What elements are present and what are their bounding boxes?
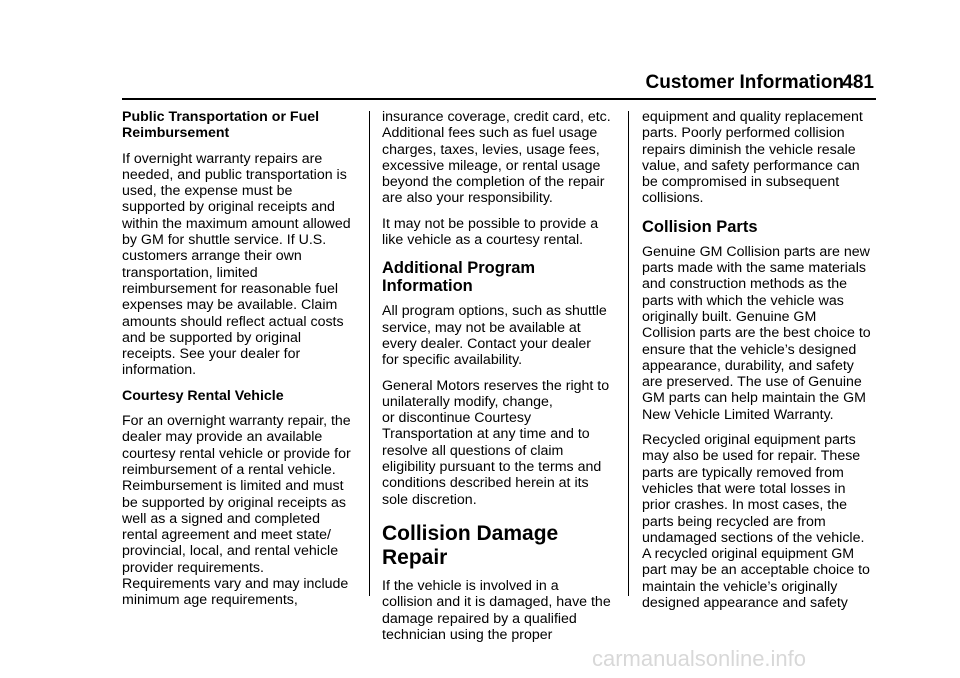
text-line: vehicles that were total losses in <box>642 480 846 497</box>
text-line: parts. Poorly performed collision <box>642 125 845 142</box>
text-line: service, may not be available at <box>382 319 581 336</box>
text-line: sole discretion. <box>382 491 477 508</box>
text-line: used, the expense must be <box>122 183 293 200</box>
text-line: appearance, durability, and safety <box>642 357 854 374</box>
text-line: repairs diminish the vehicle resale <box>642 141 856 158</box>
paragraph-genuine-gm-parts <box>642 244 878 423</box>
page-header <box>0 70 960 98</box>
text-line: All program options, such as shuttle <box>382 303 607 320</box>
paragraph-public-transportation <box>122 151 360 379</box>
text-line: It may not be possible to provide a <box>382 215 599 232</box>
paragraph-like-vehicle <box>382 216 618 249</box>
text-line: excessive mileage, or rental usage <box>382 157 601 174</box>
text-line: transportation, limited <box>122 264 258 281</box>
text-line: customers arrange their own <box>122 248 302 265</box>
text-line: damage repaired by a qualified <box>382 610 577 627</box>
text-line: may also be used for repair. These <box>642 448 861 465</box>
text-line: Genuine GM Collision parts are new <box>642 243 870 260</box>
text-line: Collision parts are the best choice to <box>642 325 871 342</box>
heading-additional-program: Additional Program Information <box>382 259 536 296</box>
text-line: receipts. See your dealer for <box>122 346 301 363</box>
text-line: General Motors reserves the right to <box>382 377 610 394</box>
text-line: provincial, local, and rental vehicle <box>122 543 339 560</box>
header-rule <box>122 98 876 100</box>
column-2 <box>382 109 618 643</box>
text-line: A recycled original equipment GM <box>642 546 855 563</box>
text-line: by GM for shuttle service. If U.S. <box>122 232 327 249</box>
text-line: Requirements vary and may include <box>122 576 349 593</box>
column-3 <box>642 109 878 612</box>
column-1 <box>122 109 360 609</box>
paragraph-collision-damage <box>382 578 618 643</box>
text-line: be supported by original receipts as <box>122 494 346 511</box>
text-line: value, and safety performance can <box>642 157 860 174</box>
text-line: originally built. Genuine GM <box>642 308 817 325</box>
text-line: designed appearance and safety <box>642 595 848 612</box>
text-line: well as a signed and completed <box>122 510 320 527</box>
text-line: New Vehicle Limited Warranty. <box>642 406 834 423</box>
text-line: parts made with the same materials <box>642 260 866 277</box>
text-line: dealer may provide an available <box>122 429 323 446</box>
text-line: unilaterally modify, change, <box>382 393 553 410</box>
text-line: supported by original receipts and <box>122 199 335 216</box>
text-line: charges, taxes, levies, usage fees, <box>382 141 600 158</box>
column-divider <box>369 111 370 596</box>
text-line: within the maximum amount allowed <box>122 215 351 232</box>
text-line: resolve all questions of claim <box>382 442 564 459</box>
text-line: are preserved. The use of Genuine <box>642 374 862 391</box>
heading-courtesy-rental: Courtesy Rental Vehicle <box>122 387 284 404</box>
text-line: for specific availability. <box>382 352 523 369</box>
text-line: maintain the vehicle’s originally <box>642 578 838 595</box>
text-line: minimum age requirements, <box>122 592 298 609</box>
text-line: technician using the proper <box>382 626 553 643</box>
text-line: provider requirements. <box>122 559 264 576</box>
text-line: information. <box>122 362 197 379</box>
text-line: parts are typically removed from <box>642 464 844 481</box>
text-line: conditions described herein at its <box>382 475 589 492</box>
heading-public-transportation: Public Transportation or Fuel Reimbursement <box>122 109 320 142</box>
text-line: Reimbursement is limited and must <box>122 478 344 495</box>
text-line: eligibility pursuant to the terms and <box>382 459 602 476</box>
text-line: like vehicle as a courtesy rental. <box>382 232 584 249</box>
text-line: If overnight warranty repairs are <box>122 150 323 167</box>
text-line: beyond the completion of the repair <box>382 174 605 191</box>
text-line: or discontinue Courtesy <box>382 410 532 427</box>
text-line: be compromised in subsequent <box>642 174 840 191</box>
paragraph-program-options <box>382 303 618 368</box>
text-line: insurance coverage, credit card, etc. <box>382 109 611 125</box>
text-line: reimbursement of a rental vehicle. <box>122 461 336 478</box>
text-line: expenses may be available. Claim <box>122 297 338 314</box>
paragraph-recycled-parts <box>642 432 878 611</box>
page-number: 481 <box>842 72 874 93</box>
text-line: amounts should reflect actual costs <box>122 313 344 330</box>
text-line: and construction methods as the <box>642 276 848 293</box>
text-line: reimbursement for reasonable fuel <box>122 280 339 297</box>
text-line: Recycled original equipment parts <box>642 432 856 449</box>
text-line: GM parts can help maintain the GM <box>642 390 866 407</box>
text-line: undamaged sections of the vehicle. <box>642 529 865 546</box>
section-title: Customer Information <box>645 72 844 93</box>
paragraph-courtesy-rental <box>122 413 360 609</box>
text-line: rental agreement and meet state/ <box>122 527 331 544</box>
heading-collision-damage-repair: Collision Damage Repair <box>382 521 559 569</box>
text-line: Transportation at any time and to <box>382 426 590 443</box>
paragraph-collision-continued <box>642 109 878 207</box>
text-line: Additional fees such as fuel usage <box>382 125 598 142</box>
text-line: needed, and public transportation is <box>122 166 347 183</box>
heading-collision-parts: Collision Parts <box>642 217 758 236</box>
text-line: parts with which the vehicle was <box>642 292 844 309</box>
text-line: prior crashes. In most cases, the <box>642 497 848 514</box>
text-line: ensure that the vehicle’s designed <box>642 341 857 358</box>
text-line: part may be an acceptable choice to <box>642 562 870 579</box>
text-line: and be supported by original <box>122 329 302 346</box>
text-line: collisions. <box>642 190 704 207</box>
text-line: are also your responsibility. <box>382 190 553 207</box>
text-line: For an overnight warranty repair, the <box>122 413 351 430</box>
paragraph-gm-reserves <box>382 378 618 508</box>
text-line: every dealer. Contact your dealer <box>382 335 591 352</box>
paragraph-rental-continued <box>382 109 618 207</box>
text-line: parts being recycled are from <box>642 513 826 530</box>
watermark: carmanualsonline.info <box>592 646 807 671</box>
column-divider <box>628 111 629 596</box>
text-line: equipment and quality replacement <box>642 109 863 125</box>
text-line: collision and it is damaged, have the <box>382 594 611 611</box>
text-line: courtesy rental vehicle or provide for <box>122 445 351 462</box>
text-line: If the vehicle is involved in a <box>382 577 559 594</box>
